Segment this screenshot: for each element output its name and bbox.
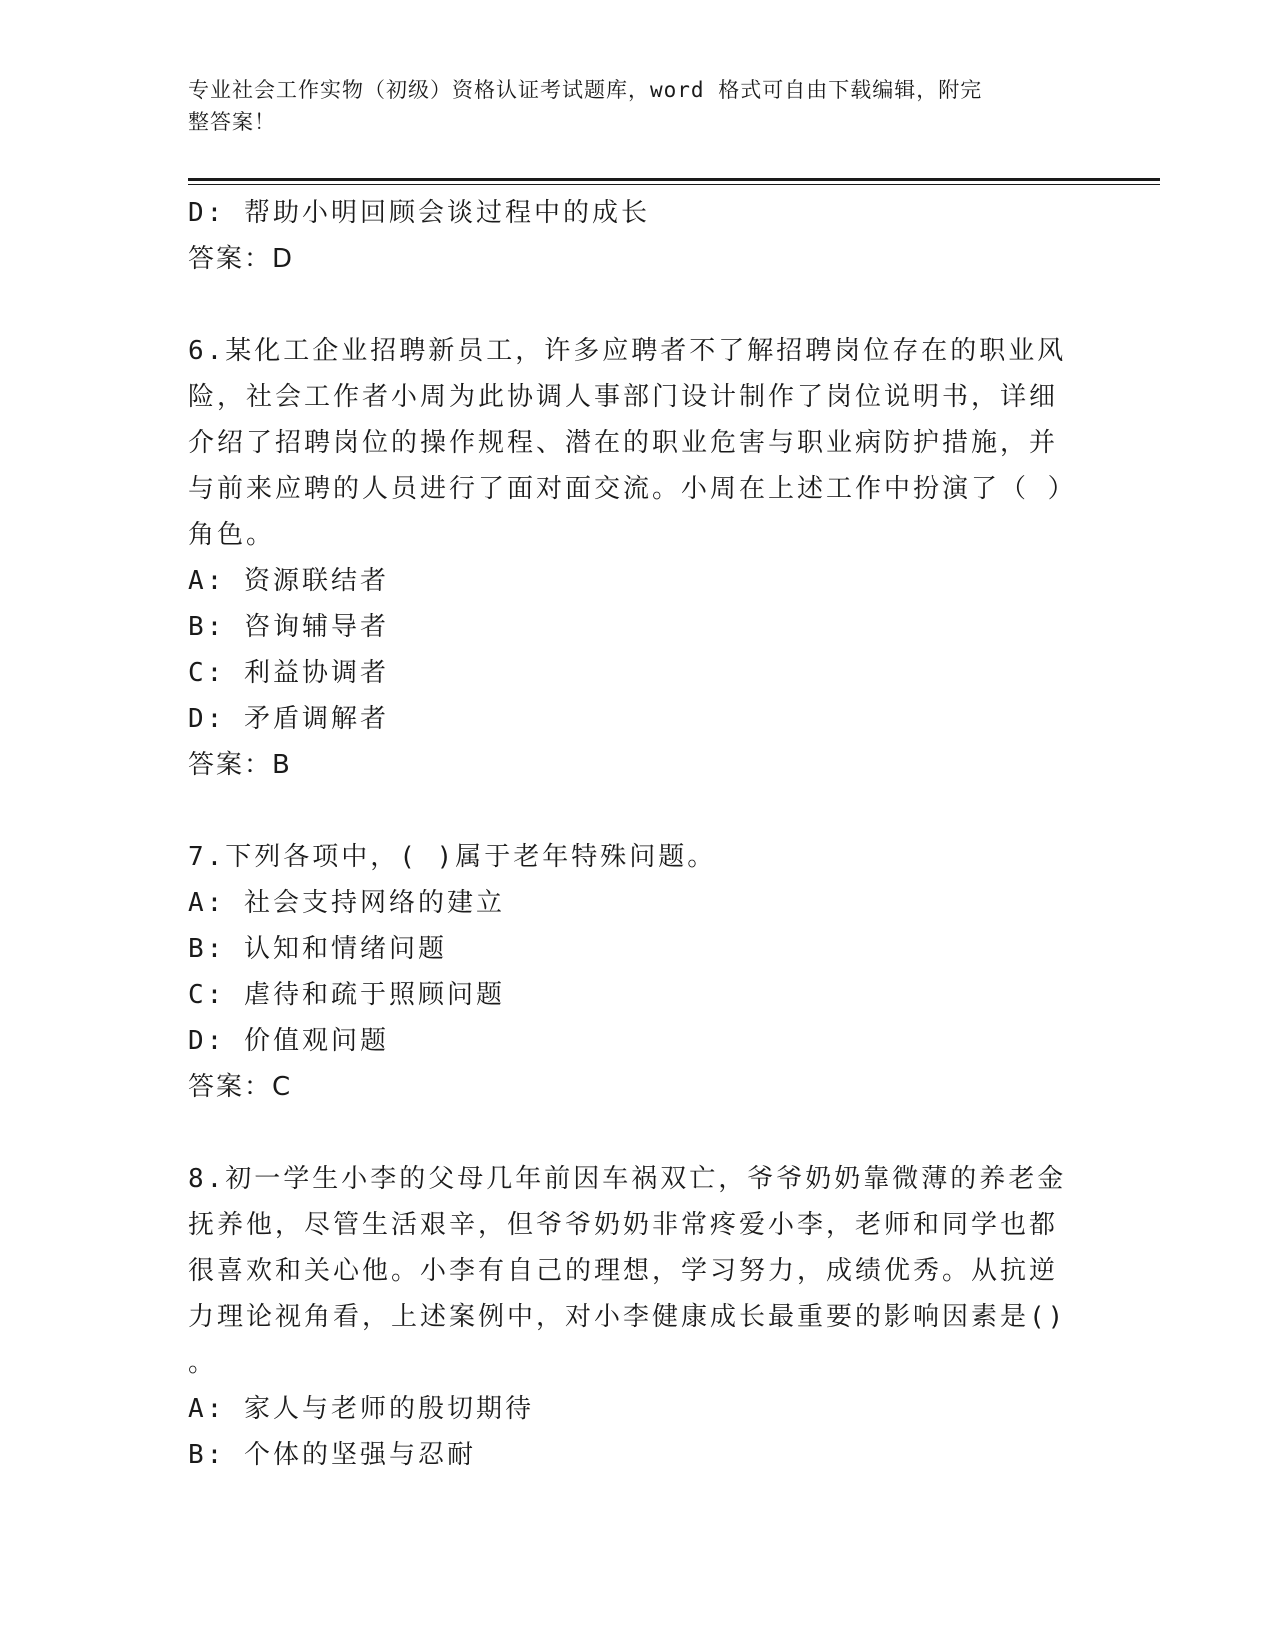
question-stem-line: 介绍了招聘岗位的操作规程、潜在的职业危害与职业病防护措施，并: [188, 428, 1059, 458]
answer-label: 答案：C: [188, 1072, 293, 1102]
question-stem-line: 抚养他，尽管生活艰辛，但爷爷奶奶非常疼爱小李，老师和同学也都: [188, 1210, 1059, 1240]
question-7: [188, 834, 1068, 1110]
question-stem-line: 角色。: [188, 520, 276, 550]
option-c: C: 利益协调者: [188, 658, 389, 688]
question-stem-line: 6.某化工企业招聘新员工，许多应聘者不了解招聘岗位存在的职业风: [188, 336, 1067, 366]
question-6: [188, 328, 1077, 788]
document-header: [188, 74, 1068, 138]
option-a: A: 家人与老师的殷切期待: [188, 1394, 534, 1424]
option-b: B: 咨询辅导者: [188, 612, 389, 642]
question-8: [188, 1156, 1068, 1478]
header-divider-thick: [188, 178, 1160, 181]
option-b: B: 个体的坚强与忍耐: [188, 1440, 476, 1470]
option-b: B: 认知和情绪问题: [188, 934, 447, 964]
question-stem-line: 力理论视角看，上述案例中，对小李健康成长最重要的影响因素是(): [188, 1302, 1067, 1332]
question-stem-line: 险，社会工作者小周为此协调人事部门设计制作了岗位说明书，详细: [188, 382, 1059, 412]
option-d: D: 价值观问题: [188, 1026, 389, 1056]
spacer: [188, 282, 1068, 328]
question-content: [188, 190, 1077, 1478]
option-c: C: 虐待和疏于照顾问题: [188, 980, 505, 1010]
option-d: D: 帮助小明回顾会谈过程中的成长: [188, 198, 650, 228]
question-stem-line: 与前来应聘的人员进行了面对面交流。小周在上述工作中扮演了（ ）: [188, 474, 1077, 504]
spacer: [188, 788, 1068, 834]
spacer: [188, 1110, 1068, 1156]
question-stem-line: 7.下列各项中，( )属于老年特殊问题。: [188, 842, 717, 872]
header-line-1: 专业社会工作实物（初级）资格认证考试题库，word 格式可自由下载编辑，附完: [188, 78, 983, 102]
header-divider-thin: [188, 184, 1160, 185]
answer-label: 答案：D: [188, 244, 295, 274]
option-a: A: 资源联结者: [188, 566, 389, 596]
question-stem-line: 很喜欢和关心他。小李有自己的理想，学习努力，成绩优秀。从抗逆: [188, 1256, 1059, 1286]
question-stem-line: 8.初一学生小李的父母几年前因车祸双亡，爷爷奶奶靠微薄的养老金: [188, 1164, 1067, 1194]
option-a: A: 社会支持网络的建立: [188, 888, 505, 918]
answer-label: 答案：B: [188, 750, 292, 780]
question-stem-line: 。: [188, 1348, 218, 1378]
option-d: D: 矛盾调解者: [188, 704, 389, 734]
header-line-2: 整答案！: [188, 110, 276, 134]
